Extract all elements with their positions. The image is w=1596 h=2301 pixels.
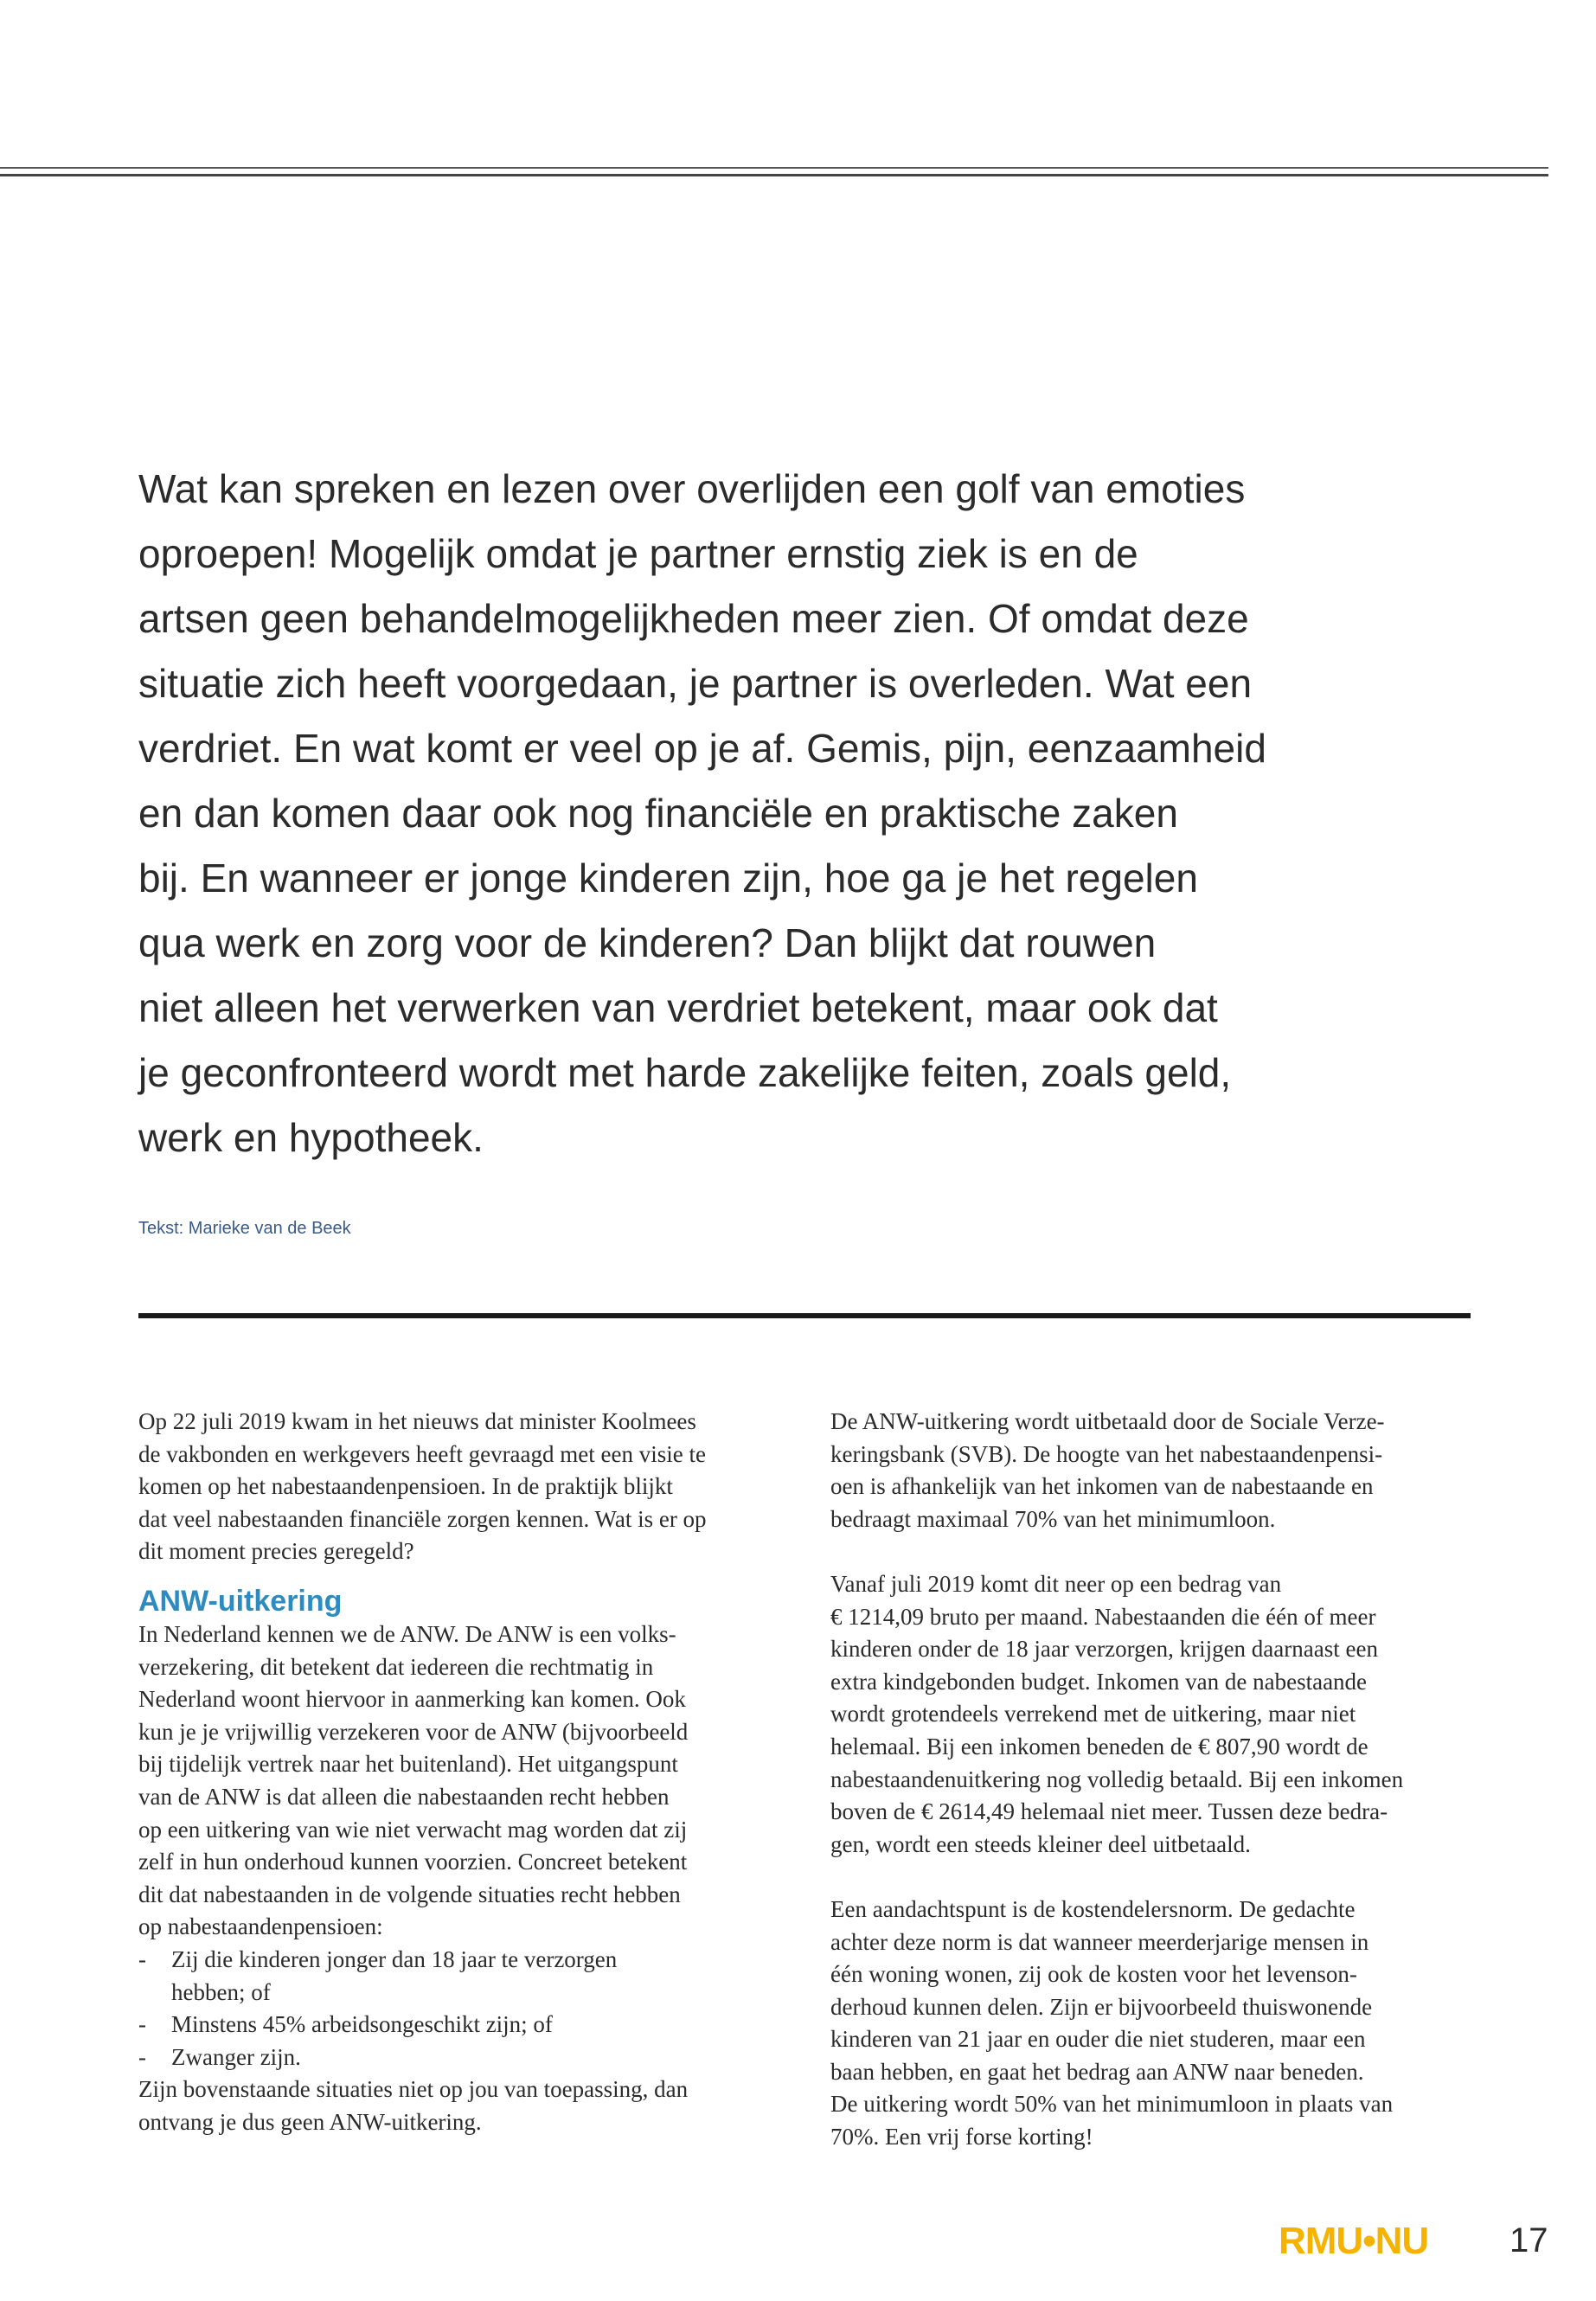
body-line: gen, wordt een steeds kleiner deel uitbetaald.: [830, 1830, 1251, 1857]
intro-paragraph: [138, 457, 1349, 1170]
body-line: wordt grotendeels verrekend met de uitkering, maar niet: [830, 1701, 1356, 1727]
intro-line: en dan komen daar ook nog financiële en praktische zaken: [138, 791, 1178, 836]
body-line: boven de € 2614,49 helemaal niet meer. Tussen deze bedra-: [830, 1798, 1388, 1825]
body-line: op een uitkering van wie niet verwacht mag worden dat zij: [138, 1816, 688, 1843]
intro-line: Wat kan spreken en lezen over overlijden een golf van emoties: [138, 466, 1246, 511]
body-line: kinderen van 21 jaar en ouder die niet studeren, maar een: [830, 2026, 1366, 2053]
body-line: Nederland woont hiervoor in aanmerking kan komen. Ook: [138, 1686, 686, 1713]
intro-line: verdriet. En wat komt er veel op je af. Gemis, pijn, eenzaamheid: [138, 726, 1266, 771]
body-line: achter deze norm is dat wanneer meerderjarige mensen in: [830, 1928, 1369, 1955]
intro-line: werk en hypotheek.: [138, 1115, 484, 1160]
top-divider-thick: [0, 174, 1548, 176]
list-item-text: Minstens 45% arbeidsongeschikt zijn; of: [171, 2011, 553, 2038]
body-line: zelf in hun onderhoud kunnen voorzien. Concreet betekent: [138, 1849, 688, 1875]
body-line: Een aandachtspunt is de kostendelersnorm. De gedachte: [830, 1895, 1356, 1922]
list-item: [138, 1944, 796, 1977]
body-line: oen is afhankelijk van het inkomen van de nabestaande en: [830, 1473, 1374, 1500]
rmu-nu-logo: RMU•NU: [1279, 2220, 1429, 2262]
body-line: dit dat nabestaanden in de volgende situaties recht hebben: [138, 1881, 681, 1907]
list-item: [138, 2041, 796, 2074]
body-line: De ANW-uitkering wordt uitbetaald door de Sociale Verze-: [830, 1408, 1385, 1434]
section-heading: ANW-uitkering: [138, 1584, 343, 1618]
list-item-text: Zwanger zijn.: [171, 2043, 301, 2070]
list-item: [138, 2009, 796, 2041]
page-number: 17: [1509, 2221, 1548, 2259]
body-line: dit moment precies geregeld?: [138, 1538, 414, 1565]
body-line: De uitkering wordt 50% van het minimumloon in plaats van: [830, 2091, 1394, 2118]
right-column: [830, 1406, 1488, 2154]
intro-line: artsen geen behandelmogelijkheden meer zien. Of omdat deze: [138, 596, 1249, 641]
body-line: Vanaf juli 2019 komt dit neer op een bedrag van: [830, 1570, 1282, 1597]
bullet-dash: -: [138, 2011, 146, 2038]
intro-line: qua werk en zorg voor de kinderen? Dan blijkt dat rouwen: [138, 920, 1157, 965]
list-item-continuation: hebben; of: [171, 1978, 271, 2005]
body-line: Zijn bovenstaande situaties niet op jou van toepassing, dan: [138, 2076, 689, 2103]
body-line: kun je je vrijwillig verzekeren voor de ANW (bijvoorbeeld: [138, 1718, 689, 1745]
body-line: bedraagt maximaal 70% van het minimumloon.: [830, 1505, 1276, 1532]
body-line: dat veel nabestaanden financiële zorgen kennen. Wat is er op: [138, 1505, 707, 1532]
intro-line: situatie zich heeft voorgedaan, je partner is overleden. Wat een: [138, 661, 1253, 706]
body-line: Op 22 juli 2019 kwam in het nieuws dat minister Koolmees: [138, 1408, 696, 1434]
spacer: [830, 1861, 1488, 1894]
left-column: [138, 1406, 796, 2138]
body-line: ontvang je dus geen ANW-uitkering.: [138, 2108, 482, 2135]
intro-line: je geconfronteerd wordt met harde zakelijke feiten, zoals geld,: [138, 1050, 1232, 1095]
body-line: bij tijdelijk vertrek naar het buitenland). Het uitgangspunt: [138, 1751, 678, 1778]
intro-line: oproepen! Mogelijk omdat je partner ernstig ziek is en de: [138, 531, 1138, 576]
spacer: [138, 1568, 796, 1584]
top-divider-thin: [0, 167, 1548, 169]
body-line: op nabestaandenpensioen:: [138, 1913, 383, 1940]
body-line: keringsbank (SVB). De hoogte van het nabestaandenpensi-: [830, 1440, 1383, 1467]
bullet-dash: -: [138, 1945, 146, 1972]
body-line: extra kindgebonden budget. Inkomen van de nabestaande: [830, 1668, 1368, 1695]
body-line: één woning wonen, zij ook de kosten voor het levenson-: [830, 1961, 1357, 1988]
body-line: de vakbonden en werkgevers heeft gevraagd met een visie te: [138, 1440, 706, 1467]
body-line: derhoud kunnen delen. Zijn er bijvoorbeeld thuiswonende: [830, 1993, 1373, 2020]
body-line: verzekering, dit betekent dat iedereen die rechtmatig in: [138, 1653, 654, 1680]
body-line: van de ANW is dat alleen die nabestaanden recht hebben: [138, 1783, 670, 1810]
spacer: [830, 1535, 1488, 1568]
body-line: In Nederland kennen we de ANW. De ANW is een volks-: [138, 1620, 676, 1647]
bullet-dash: -: [138, 2043, 146, 2070]
intro-line: niet alleen het verwerken van verdriet betekent, maar ook dat: [138, 985, 1218, 1030]
body-line: nabestaandenuitkering nog volledig betaald. Bij een inkomen: [830, 1766, 1404, 1792]
body-line: kinderen onder de 18 jaar verzorgen, krijgen daarnaast een: [830, 1636, 1378, 1663]
author-credit: Tekst: Marieke van de Beek: [138, 1219, 351, 1238]
body-line: € 1214,09 bruto per maand. Nabestaanden die één of meer: [830, 1603, 1376, 1630]
intro-line: bij. En wanneer er jonge kinderen zijn, hoe ga je het regelen: [138, 856, 1198, 901]
body-line: baan hebben, en gaat het bedrag aan ANW naar beneden.: [830, 2058, 1364, 2085]
body-line: helemaal. Bij een inkomen beneden de € 807,90 wordt de: [830, 1733, 1368, 1759]
section-divider: [138, 1313, 1471, 1318]
list-item-text: Zij die kinderen jonger dan 18 jaar te verzorgen: [171, 1945, 618, 1972]
body-line: 70%. Een vrij forse korting!: [830, 2124, 1093, 2150]
body-line: komen op het nabestaandenpensioen. In de praktijk blijkt: [138, 1473, 673, 1500]
